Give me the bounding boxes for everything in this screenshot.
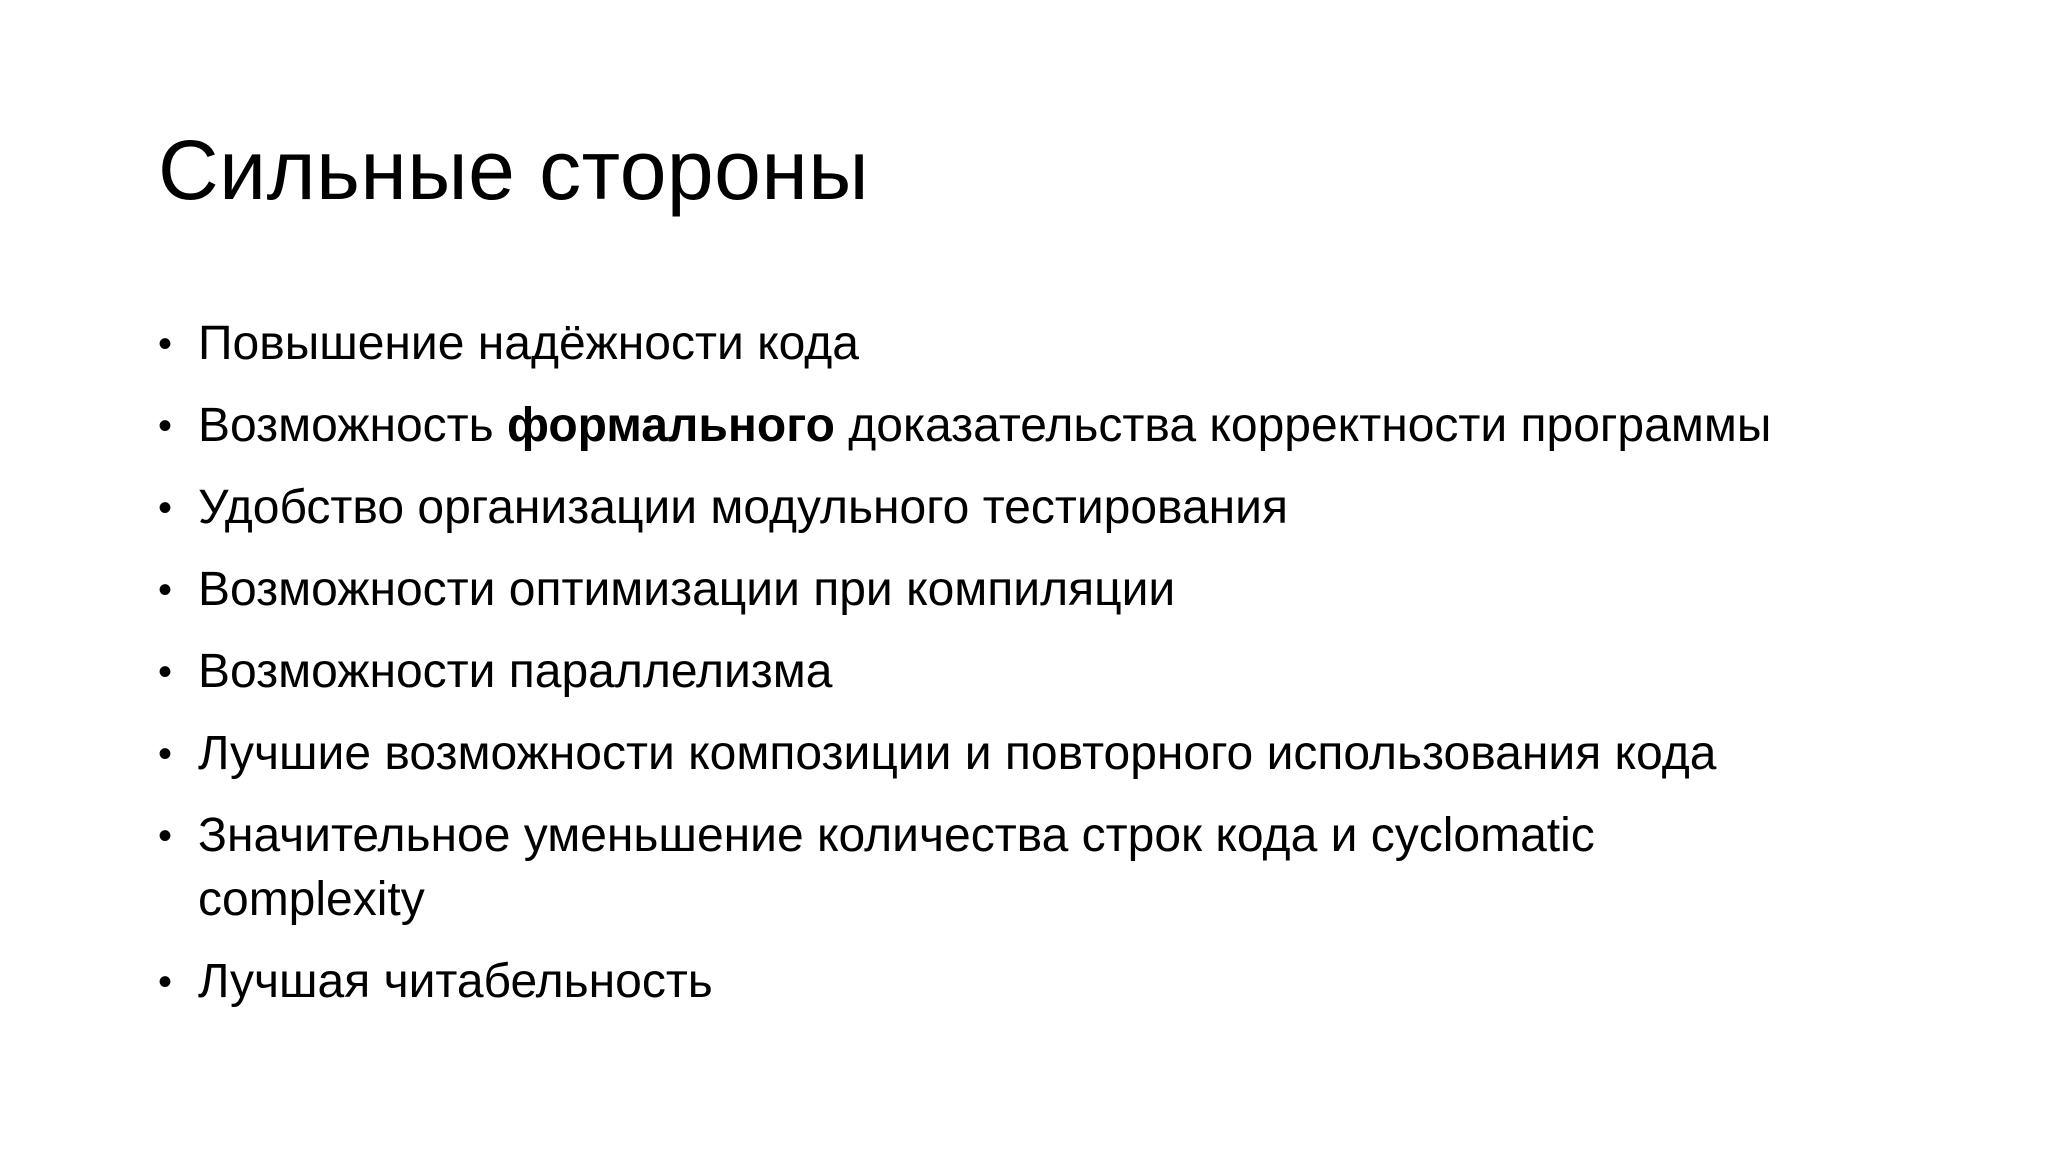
bullet-text-suffix: доказательства корректности программы (834, 399, 1772, 452)
bullet-item (158, 950, 1958, 1014)
bullet-dot-icon: • (158, 404, 173, 448)
bullet-dot-icon: • (158, 732, 173, 776)
bullet-dot-icon: • (158, 814, 173, 858)
bullet-text: Повышение надёжности кода (198, 317, 859, 370)
bullet-text: Лучшие возможности композиции и повторного использования кода (198, 727, 1717, 780)
bullet-text-emphasis: формального (506, 399, 835, 452)
bullet-text-prefix: Возможность (198, 399, 507, 452)
bullet-item (158, 558, 1958, 622)
bullet-text: Возможности параллелизма (198, 645, 833, 698)
bullet-item (158, 804, 1758, 932)
bullet-item (158, 476, 1958, 540)
bullet-text: Значительное уменьшение количества строк кода и cyclomatic complexity (198, 809, 1595, 926)
bullet-list (158, 312, 1958, 1032)
bullet-dot-icon: • (158, 960, 173, 1004)
bullet-dot-icon: • (158, 322, 173, 366)
bullet-text: Лучшая читабельность (198, 955, 713, 1008)
bullet-item (158, 640, 1958, 704)
bullet-dot-icon: • (158, 568, 173, 612)
slide-title: Сильные стороны (158, 123, 870, 217)
bullet-text: Удобство организации модульного тестирования (198, 481, 1288, 534)
bullet-dot-icon: • (158, 486, 173, 530)
bullet-dot-icon: • (158, 650, 173, 694)
bullet-text: Возможности оптимизации при компиляции (198, 563, 1176, 616)
bullet-item (158, 722, 1958, 786)
bullet-item (158, 312, 1958, 376)
bullet-item (158, 394, 1958, 458)
